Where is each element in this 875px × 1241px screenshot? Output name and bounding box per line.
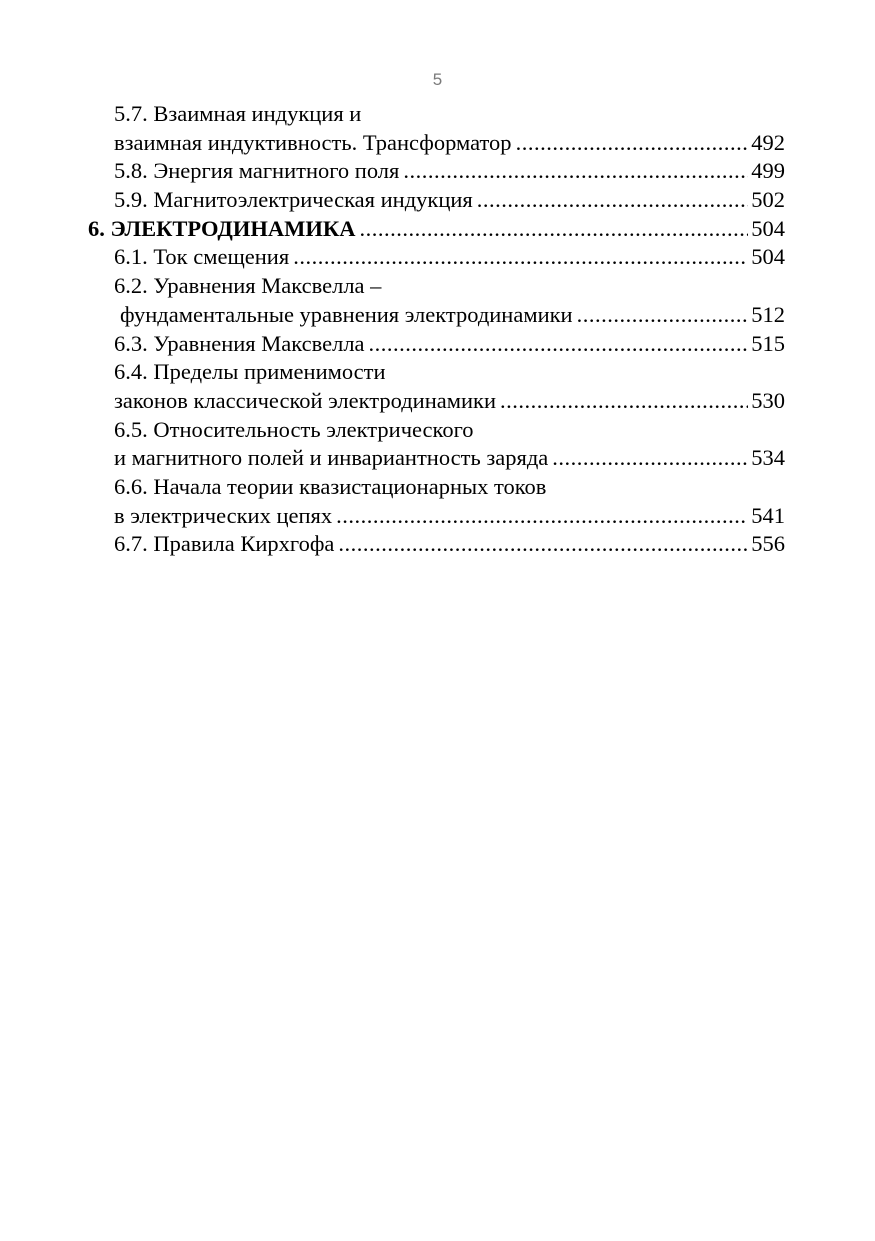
toc-entry-5-9 xyxy=(88,186,785,215)
dot-leader xyxy=(516,129,749,158)
toc-entry-6-4-title xyxy=(88,358,785,387)
toc-page-number: 541 xyxy=(751,502,785,528)
toc-entry-6-3 xyxy=(88,330,785,359)
toc-page-number: 512 xyxy=(751,301,785,327)
table-of-contents xyxy=(88,100,785,559)
toc-entry-5-7-title xyxy=(88,100,785,129)
toc-page-number: 530 xyxy=(751,387,785,413)
toc-entry-6-2 xyxy=(88,301,785,330)
toc-entry-text: в электрических цепях xyxy=(114,502,333,528)
toc-page-number: 504 xyxy=(751,244,785,270)
toc-page-number: 504 xyxy=(751,215,785,241)
toc-entry-text: 6.7. Правила Кирхгофа xyxy=(114,531,335,557)
toc-entry-6-1 xyxy=(88,243,785,272)
toc-entry-text: 6.6. Начала теории квазистационарных токов xyxy=(114,473,547,499)
dot-leader xyxy=(369,330,749,359)
toc-entry-text: фундаментальные уравнения электродинамики xyxy=(120,301,573,327)
toc-entry-text: 6.4. Пределы применимости xyxy=(114,359,386,385)
toc-page-number: 499 xyxy=(751,158,785,184)
toc-entry-text: 5.9. Магнитоэлектрическая индукция xyxy=(114,187,473,213)
toc-entry-5-8 xyxy=(88,157,785,186)
toc-entry-6-4 xyxy=(88,387,785,416)
toc-entry-text: законов классической электродинамики xyxy=(114,387,496,413)
dot-leader xyxy=(552,444,748,473)
toc-entry-text: 6.2. Уравнения Максвелла – xyxy=(114,273,382,299)
toc-entry-text: 5.7. Взаимная индукция и xyxy=(114,101,362,126)
toc-entry-text: 6.3. Уравнения Максвелла xyxy=(114,330,365,356)
page-number: 5 xyxy=(432,70,443,89)
toc-entry-5-7 xyxy=(88,129,785,158)
dot-leader xyxy=(336,502,748,531)
toc-entry-6-7 xyxy=(88,530,785,559)
toc-page-number: 492 xyxy=(751,129,785,155)
toc-entry-text: и магнитного полей и инвариантность заряда xyxy=(114,445,549,471)
dot-leader xyxy=(577,301,749,330)
toc-page-number: 556 xyxy=(751,531,785,557)
toc-entry-text: 6.1. Ток смещения xyxy=(114,244,290,270)
toc-chapter-text: 6. ЭЛЕКТРОДИНАМИКА xyxy=(88,215,356,241)
toc-page-number: 534 xyxy=(751,445,785,471)
toc-entry-6-6-title xyxy=(88,473,785,502)
dot-leader xyxy=(500,387,748,416)
toc-entry-text: 5.8. Энергия магнитного поля xyxy=(114,158,400,184)
toc-entry-6-2-title xyxy=(88,272,785,301)
dot-leader xyxy=(359,215,748,244)
dot-leader xyxy=(338,530,748,559)
dot-leader xyxy=(403,157,748,186)
toc-entry-6-6 xyxy=(88,502,785,531)
toc-entry-text: 6.5. Относительность электрического xyxy=(114,416,474,442)
dot-leader xyxy=(477,186,748,215)
toc-entry-6-5-title xyxy=(88,416,785,445)
toc-entry-text: взаимная индуктивность. Трансформатор xyxy=(114,129,512,155)
toc-page-number: 502 xyxy=(751,187,785,213)
dot-leader xyxy=(293,243,748,272)
toc-page-number: 515 xyxy=(751,330,785,356)
toc-entry-6-5 xyxy=(88,444,785,473)
toc-chapter-6 xyxy=(88,215,785,244)
